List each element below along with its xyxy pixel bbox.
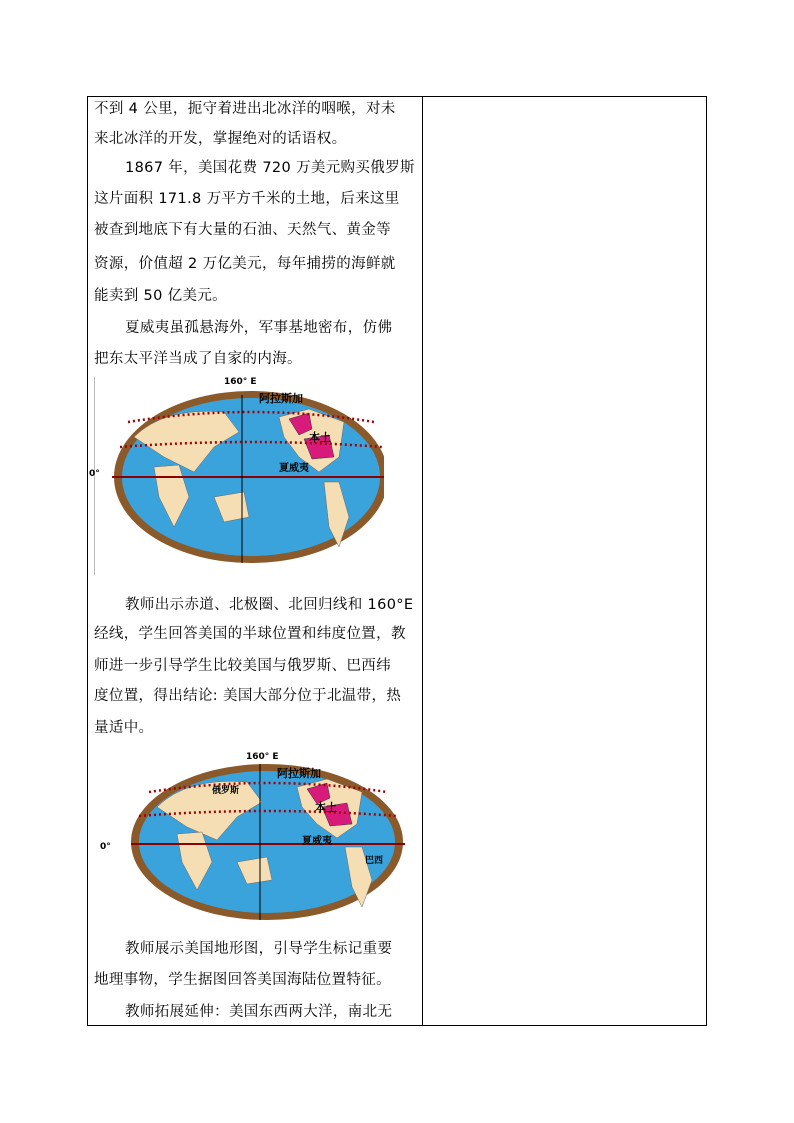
world-map-1: [89, 377, 384, 577]
world-map-2-graphic: [117, 752, 417, 932]
text-line: 教师出示赤道、北极圈、北回归线和 160°E: [125, 597, 414, 613]
text-line: 夏威夷虽孤悬海外，军事基地密布，仿佛: [125, 320, 393, 336]
column-divider: [422, 97, 423, 1025]
text-line: 1867 年，美国花费 720 万美元购买俄罗斯: [125, 160, 415, 176]
text-line: 资源，价值超 2 万亿美元，每年捕捞的海鲜就: [94, 256, 396, 272]
text-line: 经线，学生回答美国的半球位置和纬度位置，教: [94, 626, 406, 642]
hawaii-label: 夏威夷: [302, 836, 332, 847]
alaska-label: 阿拉斯加: [259, 392, 303, 405]
lesson-table: [87, 96, 707, 1026]
text-line: 来北冰洋的开发，掌握绝对的话语权。: [94, 131, 347, 147]
russia-label: 俄罗斯: [212, 786, 240, 796]
brazil-label: 巴西: [365, 856, 384, 866]
hawaii-label: 夏威夷: [279, 463, 309, 474]
equator-label: 0°: [100, 842, 111, 852]
text-line: 这片面积 171.8 万平方千米的土地，后来这里: [94, 191, 400, 207]
meridian-label: 160° E: [246, 752, 279, 762]
text-line: 教师展示美国地形图，引导学生标记重要: [125, 941, 393, 957]
equator-label: 0°: [89, 469, 100, 479]
mainland-label: 本土: [315, 801, 337, 814]
text-line: 被查到地底下有大量的石油、天然气、黄金等: [94, 222, 391, 238]
text-line: 能卖到 50 亿美元。: [94, 288, 228, 304]
world-map-2: [100, 752, 417, 932]
text-line: 教师拓展延伸：美国东西两大洋，南北无: [125, 1004, 393, 1020]
meridian-label: 160° E: [224, 377, 257, 387]
text-line: 地理事物，学生据图回答美国海陆位置特征。: [94, 972, 391, 988]
text-line: 师进一步引导学生比较美国与俄罗斯、巴西纬: [94, 658, 391, 674]
world-map-1-graphic: [94, 377, 384, 577]
text-line: 量适中。: [94, 720, 154, 736]
alaska-label: 阿拉斯加: [277, 767, 321, 780]
text-line: 把东太平洋当成了自家的内海。: [94, 351, 302, 367]
mainland-label: 本土: [309, 431, 331, 444]
text-line: 不到 4 公里，扼守着进出北冰洋的咽喉，对未: [94, 101, 396, 117]
text-line: 度位置，得出结论: 美国大部分位于北温带，热: [94, 688, 402, 704]
